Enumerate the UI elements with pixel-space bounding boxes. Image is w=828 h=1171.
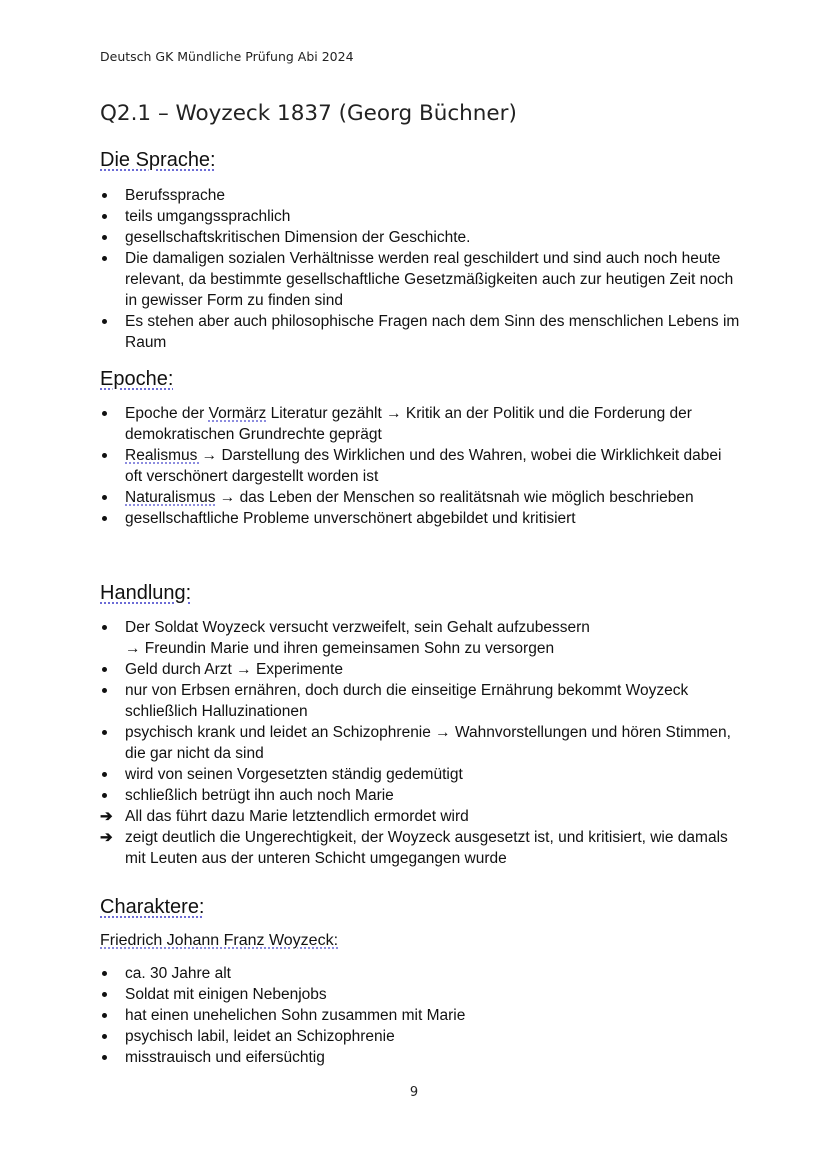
list-item: Berufssprache xyxy=(125,187,225,204)
section-heading-handlung: Handlung: xyxy=(100,582,192,604)
list-item: ca. 30 Jahre alt xyxy=(125,965,231,982)
list-item: Die damaligen sozialen Verhältnisse werden real geschildert und sind auch noch heute relevant, da bestimmte gesellschaftliche Gesetzmäßigkeiten auch zur heutigen Zeit noch in gewisser Form zu finden sind xyxy=(125,250,734,309)
list-item: wird von seinen Vorgesetzten ständig gedemütigt xyxy=(125,766,463,783)
list-item: hat einen unehelichen Sohn zusammen mit Marie xyxy=(125,1007,466,1024)
list-item: gesellschaftliche Probleme unverschönert abgebildet und kritisiert xyxy=(125,510,576,527)
list-item: schließlich betrügt ihn auch noch Marie xyxy=(125,787,394,804)
term-vormaerz: Vormärz xyxy=(208,405,267,422)
list-item: teils umgangssprachlich xyxy=(125,208,291,225)
list-item: psychisch labil, leidet an Schizophrenie xyxy=(125,1028,395,1045)
list-item: nur von Erbsen ernähren, doch durch die einseitige Ernährung bekommt Woyzeck schließlich Halluzinationen xyxy=(125,682,689,720)
section-heading-epoche: Epoche: xyxy=(100,368,174,390)
epoche-list xyxy=(100,403,740,529)
handlung-list xyxy=(100,617,740,869)
charaktere-list xyxy=(100,963,740,1068)
sprache-list xyxy=(100,185,740,353)
list-item: misstrauisch und eifersüchtig xyxy=(125,1049,325,1066)
section-heading-sprache: Die Sprache: xyxy=(100,149,216,171)
section-heading-charaktere: Charaktere: xyxy=(100,896,205,918)
document-title: Q2.1 – Woyzeck 1837 (Georg Büchner) xyxy=(100,101,517,126)
list-item: Geld durch Arzt → Experimente xyxy=(125,661,343,678)
list-item: ➔ zeigt deutlich die Ungerechtigkeit, der Woyzeck ausgesetzt ist, und kritisiert, wie damals mit Leuten aus der unteren Schicht umgegangen wurde xyxy=(100,829,728,867)
character-subheading: Friedrich Johann Franz Woyzeck: xyxy=(100,932,339,949)
page-number: 9 xyxy=(409,1085,419,1100)
list-item: psychisch krank und leidet an Schizophrenie → Wahnvorstellungen und hören Stimmen, die gar nicht da sind xyxy=(125,724,731,762)
list-item: gesellschaftskritischen Dimension der Geschichte. xyxy=(125,229,471,246)
term-realismus: Realismus xyxy=(125,447,202,464)
list-item: Naturalismus → das Leben der Menschen so realitätsnah wie möglich beschrieben xyxy=(125,489,694,506)
term-naturalismus: Naturalismus xyxy=(125,489,216,506)
list-item: ➔ All das führt dazu Marie letztendlich ermordet wird xyxy=(100,808,469,825)
arrow-icon: ➔ xyxy=(100,808,113,825)
list-item: Epoche der Vormärz Literatur gezählt → Kritik an der Politik und die Forderung der demokratischen Grundrechte geprägt xyxy=(125,405,692,443)
arrow-icon: ➔ xyxy=(100,829,113,846)
list-item: Es stehen aber auch philosophische Fragen nach dem Sinn des menschlichen Lebens im Raum xyxy=(125,313,740,351)
list-item: Soldat mit einigen Nebenjobs xyxy=(125,986,327,1003)
page-header: Deutsch GK Mündliche Prüfung Abi 2024 xyxy=(100,49,354,64)
list-item: Der Soldat Woyzeck versucht verzweifelt, sein Gehalt aufzubessern → Freundin Marie und ihren gemeinsamen Sohn zu versorgen xyxy=(125,619,590,657)
list-item: Realismus → Darstellung des Wirklichen und des Wahren, wobei die Wirklichkeit dabei oft verschönert dargestellt worden ist xyxy=(125,447,722,485)
